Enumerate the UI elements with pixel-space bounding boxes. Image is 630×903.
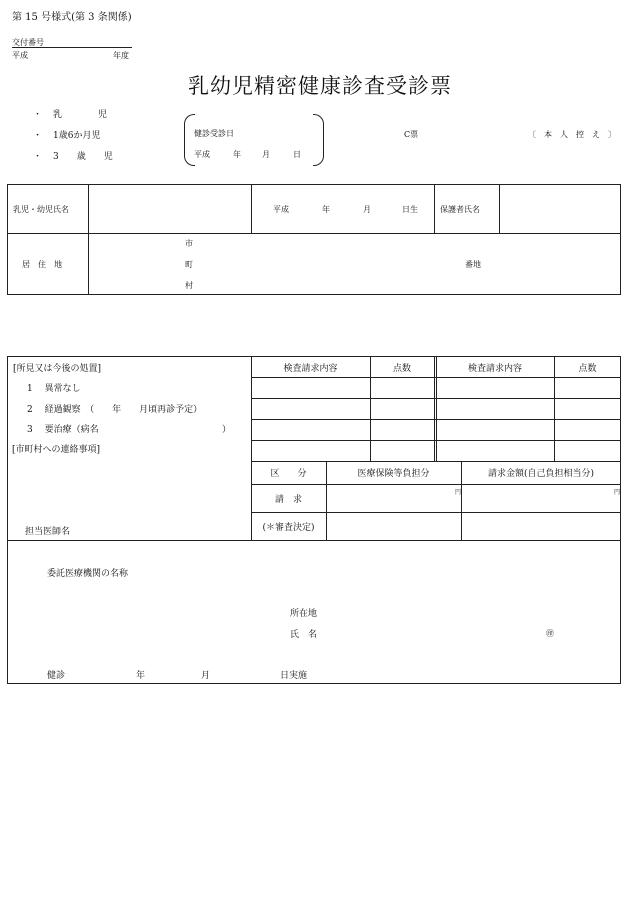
town-label: 町 <box>185 260 193 269</box>
divider <box>499 184 500 233</box>
points-header: 点数 <box>392 364 411 374</box>
village-label: 村 <box>185 281 193 290</box>
exam-date-month: 月 <box>262 150 270 159</box>
exam-month: 月 <box>201 671 211 681</box>
fiscal-year-label: 年度 <box>113 51 129 60</box>
child-name-label: 乳児・幼児氏名 <box>13 205 69 214</box>
right-bracket <box>313 114 324 166</box>
banchi-label: 番地 <box>465 260 481 269</box>
doctor-label: 担当医師名 <box>25 527 71 537</box>
findings-heading: [所見又は今後の処置] <box>13 364 102 374</box>
info-table <box>7 184 621 295</box>
institution-name-label: 委託医療機関の名称 <box>47 569 129 579</box>
divider <box>88 184 89 295</box>
divider <box>434 356 435 461</box>
exam-date-label: 健診受診日 <box>194 129 234 138</box>
location-label: 所在地 <box>290 609 318 619</box>
divider <box>251 184 252 233</box>
birth-era: 平成 <box>273 205 289 214</box>
category-3year: 3 歳 児 <box>53 152 113 162</box>
form-number: 第 15 号様式(第 3 条関係) <box>12 12 132 23</box>
exam-label: 健診 <box>47 671 66 681</box>
finding-treatment-close: ） <box>222 425 232 435</box>
guardian-label: 保護者氏名 <box>440 205 480 214</box>
content-header-2: 検査請求内容 <box>467 364 522 374</box>
issue-number-label: 交付番号 <box>12 38 44 47</box>
exam-date-era: 平成 <box>194 150 210 159</box>
bullet: ・ <box>33 152 43 162</box>
issue-number-line <box>12 47 132 48</box>
finding-followup: 2 経過観察 （ 年 月頃再診予定） <box>27 405 203 415</box>
bullet: ・ <box>33 110 43 120</box>
birth-day: 日生 <box>402 205 418 214</box>
claim-amount-header: 請求金額(自己負担相当分) <box>487 469 595 479</box>
person-name-label: 氏 名 <box>290 630 318 640</box>
exam-year: 年 <box>136 671 146 681</box>
divider <box>251 512 621 513</box>
copy-label: 〔 本 人 控 え 〕 <box>528 130 616 139</box>
claim-label: 請 求 <box>274 495 302 505</box>
address-label: 居 住 地 <box>22 260 62 269</box>
birth-month: 月 <box>363 205 371 214</box>
city-label: 市 <box>185 239 193 248</box>
insurance-header: 医療保険等負担分 <box>357 469 430 479</box>
category-infant: 乳 児 <box>53 110 108 120</box>
review-label: (＊審査決定) <box>262 523 315 533</box>
ticket-type: C票 <box>404 130 419 139</box>
divider <box>434 184 435 233</box>
birth-year: 年 <box>322 205 330 214</box>
exam-date-year: 年 <box>233 150 241 159</box>
content-header: 検査請求内容 <box>283 364 338 374</box>
liaison-heading: [市町村への連絡事項] <box>12 445 101 455</box>
exam-done: 日実施 <box>280 671 308 681</box>
bullet: ・ <box>33 131 43 141</box>
finding-treatment: 3 要治療（病名 <box>27 425 99 435</box>
category-18month: 1歳6か月児 <box>53 131 101 141</box>
page-title: 乳幼児精密健康診査受診票 <box>188 74 452 98</box>
division-header: 区 分 <box>270 469 307 479</box>
divider <box>251 484 621 485</box>
era-label: 平成 <box>12 51 28 60</box>
divider <box>251 461 621 462</box>
divider <box>7 233 621 234</box>
exam-date-day: 日 <box>293 150 301 159</box>
finding-normal: 1 異常なし <box>27 384 81 394</box>
divider <box>251 356 252 541</box>
yen-unit: 円 <box>614 489 621 496</box>
yen-unit: 円 <box>455 489 462 496</box>
seal-mark: ㊞ <box>546 629 554 638</box>
points-header-2: 点数 <box>578 364 597 374</box>
